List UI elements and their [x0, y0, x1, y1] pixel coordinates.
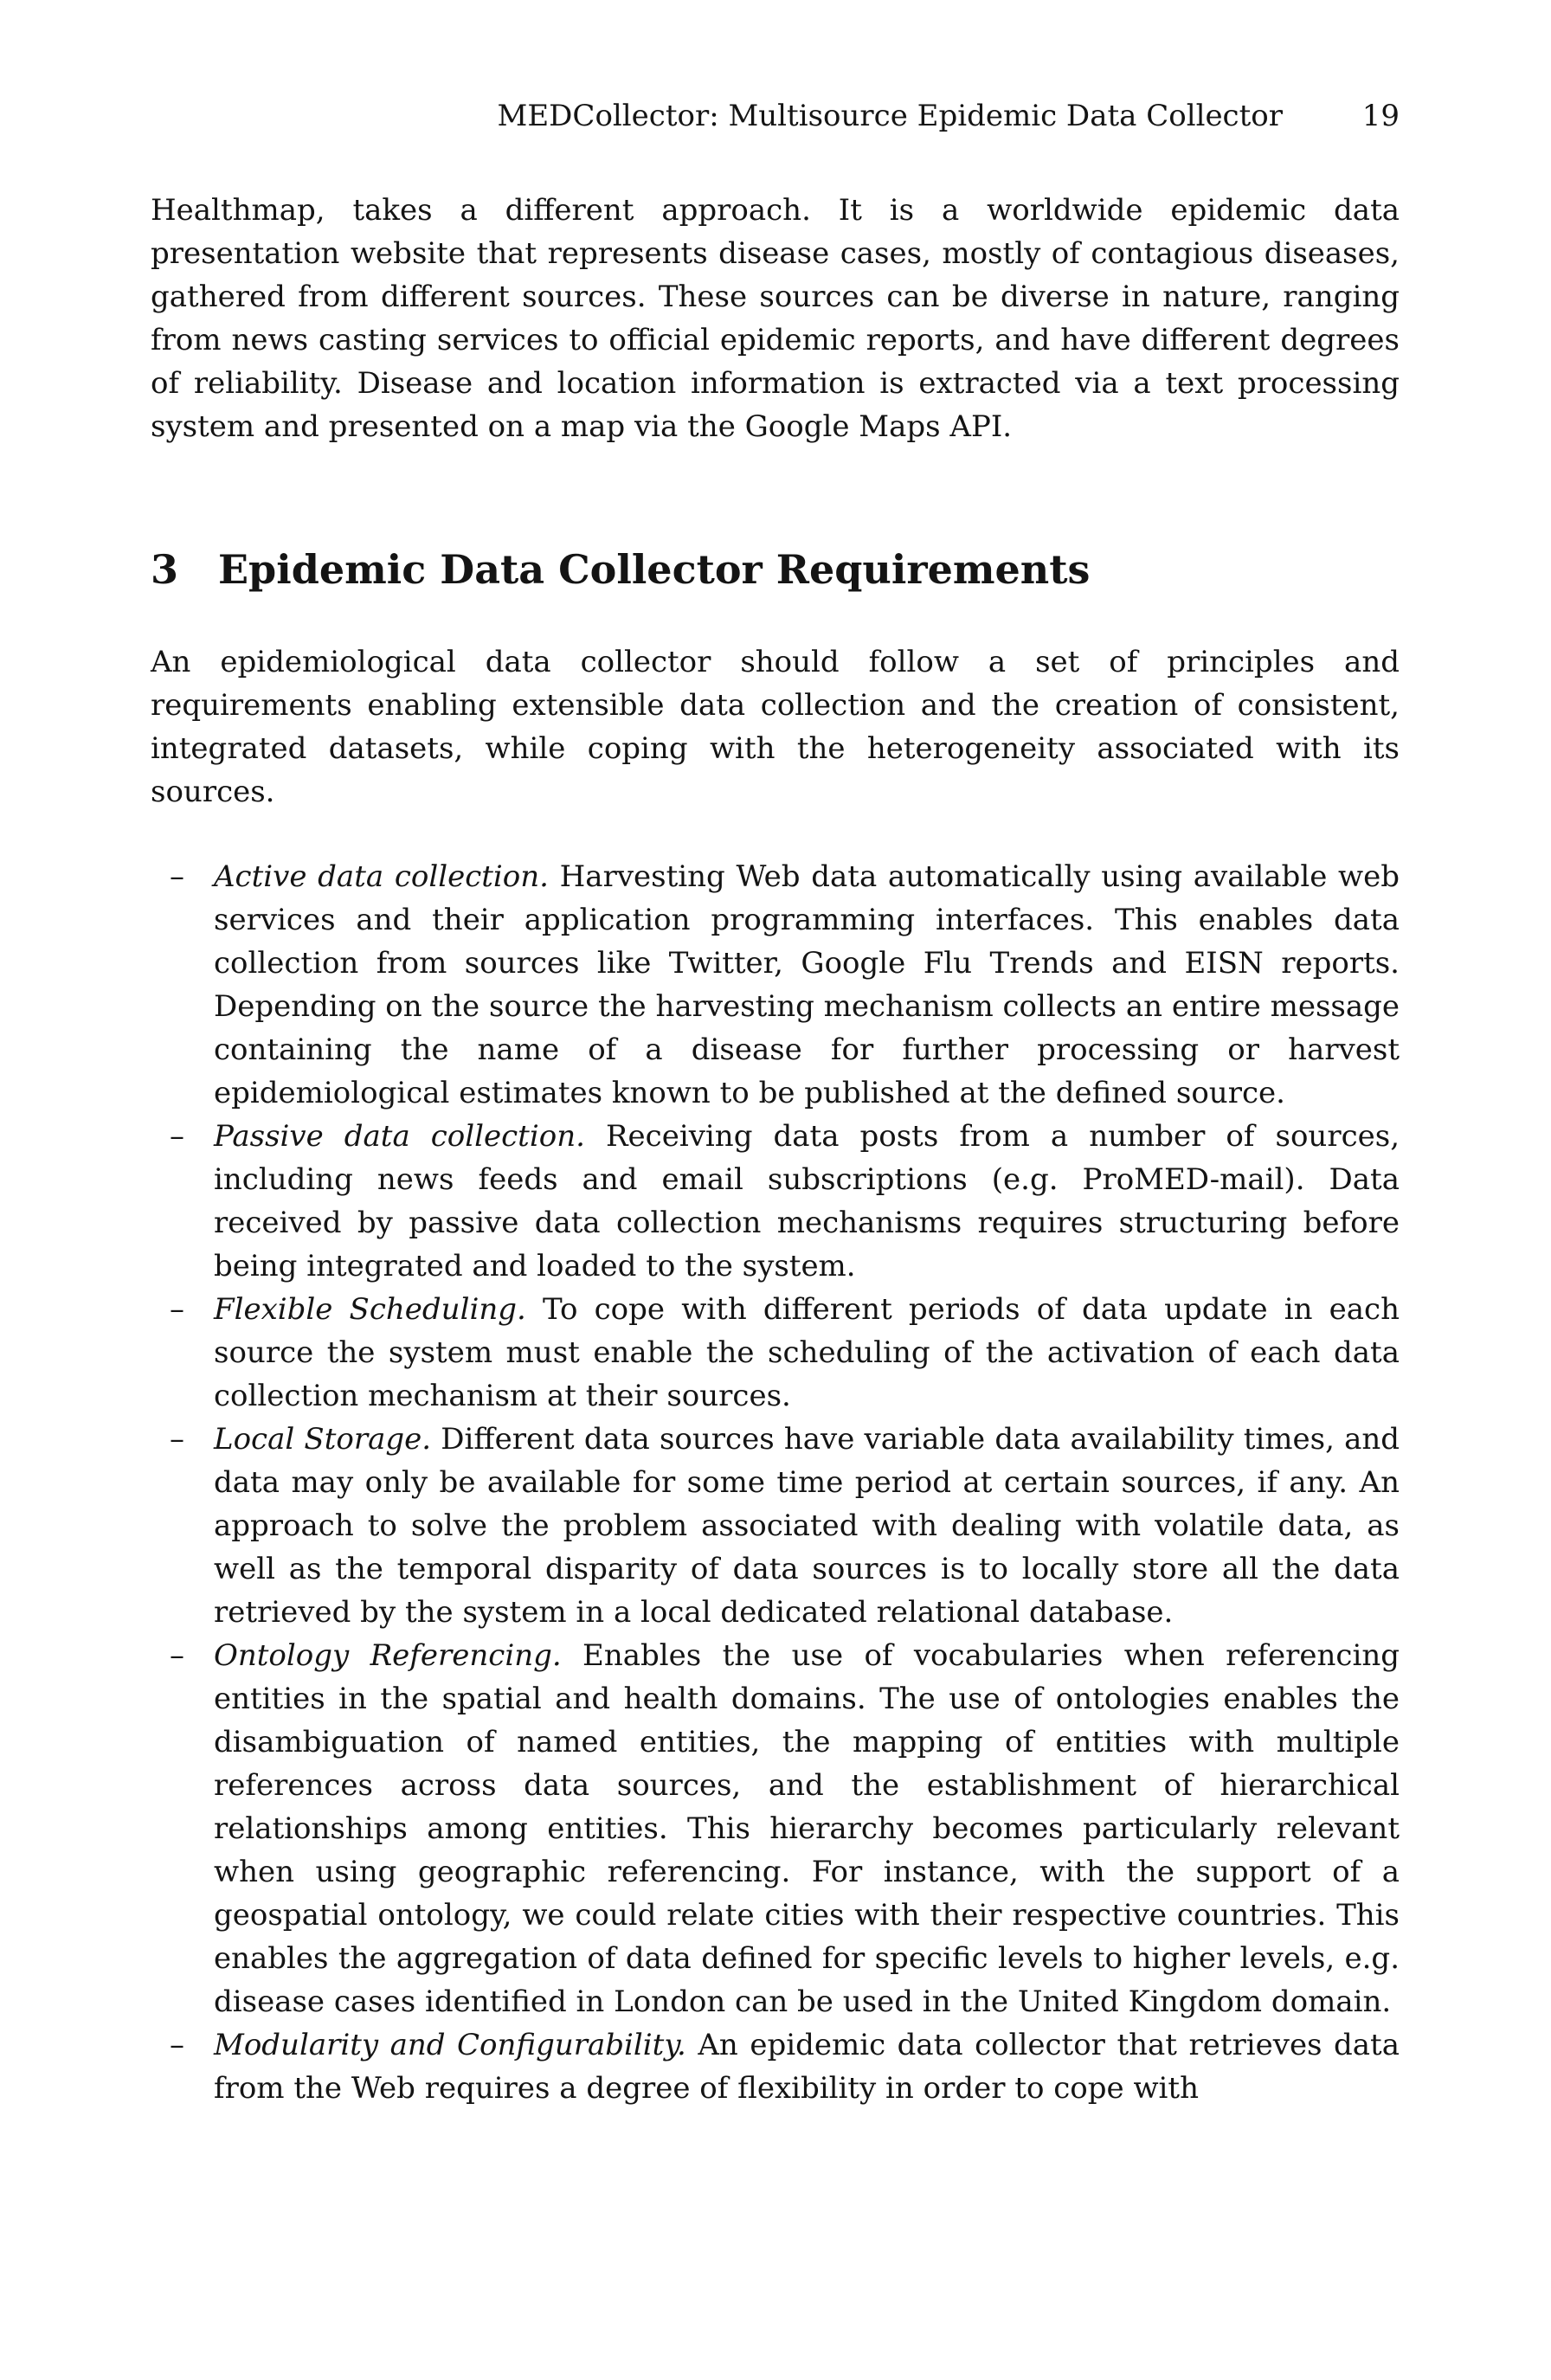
paper-page	[151, 93, 1400, 2110]
requirement-item-passive-data-collection	[151, 1115, 1400, 1288]
running-title: MEDCollector: Multisource Epidemic Data Collector	[497, 99, 1283, 133]
list-bullet: –	[170, 1292, 184, 1327]
page-number: 19	[1361, 99, 1400, 133]
requirement-term: Active data collection.	[214, 859, 549, 894]
requirement-term: Flexible Scheduling.	[214, 1292, 526, 1327]
requirement-text: To cope with different periods of data update in each source the system must enable the scheduling of the activation of each data collection mechanism at their sources.	[214, 1292, 1400, 1413]
section-number: 3	[151, 546, 179, 593]
requirement-term: Modularity and Configurability.	[214, 2028, 686, 2062]
requirement-text: Receiving data posts from a number of sources, including news feeds and email subscriptions (e.g. ProMED-mail). Data received by passive data collection mechanisms requires structuring before being integrated and loaded to the system.	[214, 1119, 1400, 1283]
list-bullet: –	[170, 859, 184, 894]
requirement-term: Passive data collection.	[214, 1119, 585, 1154]
requirement-item-modularity-configurability	[151, 2023, 1400, 2110]
list-bullet: –	[170, 1638, 184, 1673]
requirement-item-flexible-scheduling	[151, 1288, 1400, 1418]
section-title: Epidemic Data Collector Requirements	[218, 546, 1091, 593]
intro-paragraph: Healthmap, takes a different approach. It is a worldwide epidemic data presentation website that represents disease cases, mostly of contagious diseases, gathered from different sources. These sources can be diverse in nature, ranging from news casting services to official epidemic reports, and have different degrees of reliability. Disease and location information is extracted via a text processing system and presented on a map via the Google Maps API.	[151, 193, 1400, 444]
running-head	[151, 93, 1400, 138]
list-bullet: –	[170, 2028, 184, 2062]
requirement-item-active-data-collection	[151, 855, 1400, 1115]
requirement-term: Ontology Referencing.	[214, 1638, 562, 1673]
list-bullet: –	[170, 1119, 184, 1154]
requirement-item-local-storage	[151, 1418, 1400, 1634]
section-heading	[151, 544, 1400, 595]
requirement-text: Different data sources have variable data availability times, and data may only be available for some time period at certain sources, if any. An approach to solve the problem associated with dealing with volatile data, as well as the temporal disparity of data sources is to locally store all the data retrieved by the system in a local dedicated relational database.	[214, 1422, 1400, 1630]
requirement-text: An epidemic data collector that retrieves data from the Web requires a degree of flexibility in order to cope with	[214, 2028, 1400, 2106]
requirement-term: Local Storage.	[214, 1422, 432, 1457]
section-intro-paragraph: An epidemiological data collector should follow a set of principles and requirements enabling extensible data collection and the creation of consistent, integrated datasets, while coping with the heterogeneity associated with its sources.	[151, 645, 1400, 809]
requirement-text: Harvesting Web data automatically using available web services and their application programming interfaces. This enables data collection from sources like Twitter, Google Flu Trends and EISN reports. Depending on the source the harvesting mechanism collects an entire message containing the name of a disease for further processing or harvest epidemiological estimates known to be published at the defined source.	[214, 859, 1400, 1110]
requirement-text: Enables the use of vocabularies when referencing entities in the spatial and health domains. The use of ontologies enables the disambiguation of named entities, the mapping of entities with multiple references across data sources, and the establishment of hierarchical relationships among entities. This hierarchy becomes particularly relevant when using geographic referencing. For instance, with the support of a geospatial ontology, we could relate cities with their respective countries. This enables the aggregation of data defined for specific levels to higher levels, e.g. disease cases identified in London can be used in the United Kingdom domain.	[214, 1638, 1400, 2019]
requirements-list	[151, 855, 1400, 2110]
list-bullet: –	[170, 1422, 184, 1457]
requirement-item-ontology-referencing	[151, 1634, 1400, 2023]
